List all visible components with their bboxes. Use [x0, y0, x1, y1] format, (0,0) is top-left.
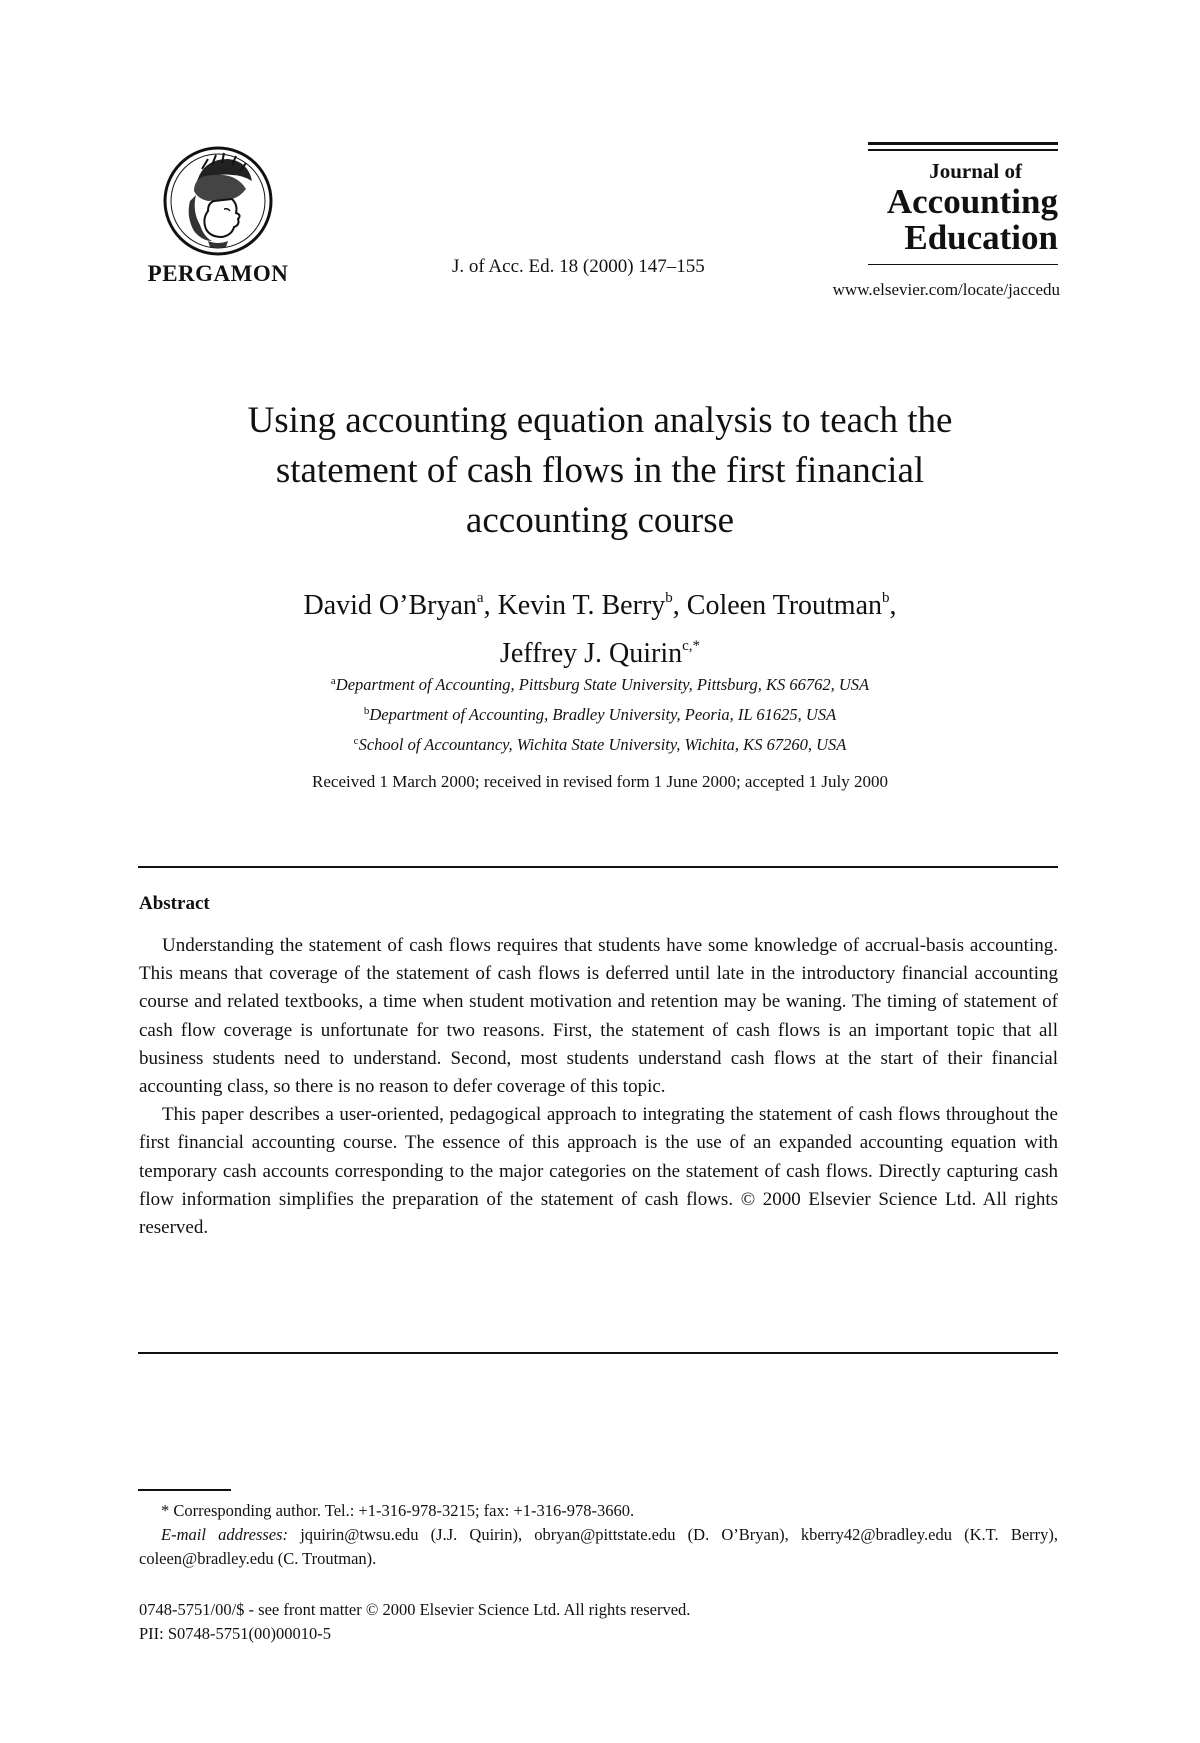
- author-name: David O’Bryan: [303, 590, 477, 621]
- author-list: David O’Bryan$^a$, Kevin T. Berry$^b$, Coleen Troutman$^b$, Jeffrey J. Quirin$^{c,*}$: [303, 590, 897, 669]
- footnotes: [139, 1499, 1058, 1571]
- pii-line: PII: S0748-5751(00)00010-5: [139, 1624, 332, 1643]
- journal-name-line1: Accounting: [886, 182, 1058, 221]
- author-affil-mark: c,*: [682, 638, 701, 654]
- author-affil-mark: b: [882, 590, 890, 606]
- email-note: E-mail addresses: jquirin@twsu.edu (J.J. Quirin), obryan@pittstate.edu (D. O’Bryan), kberry42@bradley.edu (K.T. Berry), coleen@bradley.edu (C. Troutman).: [139, 1525, 1059, 1568]
- affiliations: [120, 668, 1080, 758]
- journal-name-line2: Education: [904, 218, 1058, 257]
- author-affil-mark: a: [476, 590, 484, 606]
- article-title: [120, 396, 1080, 546]
- author-name: Coleen Troutman: [686, 590, 882, 621]
- corresponding-author-note: * Corresponding author. Tel.: +1-316-978-3215; fax: +1-316-978-3660.: [161, 1501, 635, 1520]
- title-line: Using accounting equation analysis to teach the: [247, 400, 953, 441]
- publisher-name: PERGAMON: [147, 261, 289, 286]
- title-line: accounting course: [465, 500, 735, 541]
- abstract-heading: Abstract: [139, 893, 210, 914]
- affiliation-line: $^a$Department of Accounting, Pittsburg State University, Pittsburg, KS 66762, USA: [330, 675, 870, 694]
- abstract-paragraph: This paper describes a user-oriented, pedagogical approach to integrating the statement of cash flows throughout the first financial accounting course. The essence of this approach is the use of an expanded accounting equation with temporary cash accounts corresponding to the major categories on the statement of cash flows. Directly capturing cash flow information simplifies the preparation of the statement of cash flows. © 2000 Elsevier Science Ltd. All rights reserved.: [139, 1104, 1058, 1239]
- masthead-rule: [868, 142, 1058, 151]
- author-affil-mark: b: [665, 590, 673, 606]
- section-divider: [138, 866, 1058, 868]
- journal-citation: J. of Acc. Ed. 18 (2000) 147–155: [452, 256, 705, 277]
- journal-of-label: Journal of: [929, 159, 1022, 183]
- copyright-line: 0748-5751/00/$ - see front matter © 2000 Elsevier Science Ltd. All rights reserved.: [139, 1600, 691, 1619]
- affiliation-line: $^c$School of Accountancy, Wichita State University, Wichita, KS 67260, USA: [353, 735, 847, 754]
- affiliation-line: $^b$Department of Accounting, Bradley University, Peoria, IL 61625, USA: [363, 705, 837, 724]
- masthead-bottom-rule: [868, 264, 1058, 265]
- abstract-body: [139, 932, 1058, 1242]
- journal-url[interactable]: www.elsevier.com/locate/jaccedu: [832, 280, 1060, 299]
- journal-masthead: [868, 142, 1058, 265]
- copyright-block: [139, 1598, 1058, 1646]
- author-name: Jeffrey J. Quirin: [499, 638, 683, 669]
- footnote-rule: [138, 1489, 231, 1491]
- abstract-paragraph: Understanding the statement of cash flows requires that students have some knowledge of accrual-basis accounting. This means that coverage of the statement of cash flows is deferred until late in the introductory financial accounting course and related textbooks, a time when student motivation and retention may be waning. The timing of statement of cash flow coverage is unfortunate for two reasons. First, the statement of cash flows is an important topic that all business students need to understand. Second, most students understand cash flows at the start of their financial accounting class, so there is no reason to defer coverage of this topic.: [139, 935, 1058, 1098]
- section-divider: [138, 1352, 1058, 1354]
- author-name: Kevin T. Berry: [497, 590, 666, 621]
- article-history: Received 1 March 2000; received in revised form 1 June 2000; accepted 1 July 2000: [312, 772, 888, 791]
- warrior-head-emblem-icon: [162, 145, 274, 257]
- title-line: statement of cash flows in the first financial: [275, 450, 925, 491]
- publisher-block: [138, 145, 298, 287]
